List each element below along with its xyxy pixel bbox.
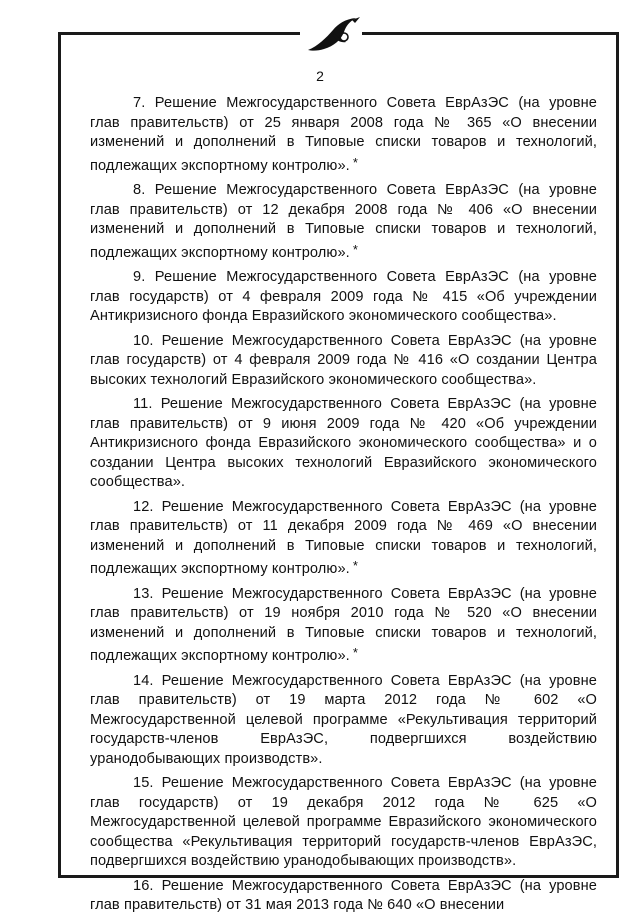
footnote-mark: * xyxy=(352,154,359,170)
list-item xyxy=(90,498,597,580)
list-item xyxy=(90,332,597,391)
footnote-mark: * xyxy=(352,241,359,257)
list-item xyxy=(90,268,597,327)
item-text: 8. Решение Межгосударственного Совета ЕврАзЭС (на уровне глав правительств) от 12 декабря 2008 года № 406 «О внесении изменений и дополнений в Типовые списки товаров и технологий, подлежащих экспортному контролю». xyxy=(90,182,597,261)
footnote-mark: * xyxy=(352,558,359,573)
item-text: 7. Решение Межгосударственного Совета ЕврАзЭС (на уровне глав правительств) от 25 января 2008 года № 365 «О внесении изменений и дополнений в Типовые списки товаров и технологий, подлежащих экспортному контролю». xyxy=(90,95,597,174)
footnote-mark: * xyxy=(352,645,359,660)
page-number: 2 xyxy=(316,68,324,84)
list-item xyxy=(90,585,597,667)
list-item xyxy=(90,877,597,916)
list-item xyxy=(90,395,597,493)
bird-logo-icon xyxy=(300,16,362,56)
list-item xyxy=(90,672,597,770)
item-text: 10. Решение Межгосударственного Совета ЕврАзЭС (на уровне глав государств) от 4 февраля 2009 года № 416 «О создании Центра высоких технологий Евразийского экономического сообщества». xyxy=(90,332,597,388)
item-text: 15. Решение Межгосударственного Совета ЕврАзЭС (на уровне глав государств) от 19 декабря 2012 года № 625 «О Межгосударственной целевой программе Евразийского экономического сообщества «Рекультивация территорий государств-членов ЕврАзЭС, подвергшихся воздействию уранодобывающих производств». xyxy=(90,775,597,869)
item-text: 11. Решение Межгосударственного Совета ЕврАзЭС (на уровне глав правительств) от 9 июня 2009 года № 420 «Об учреждении Антикризисного фонда Евразийского экономического сообщества» и о создании Центра высоких технологий Евразийского экономического сообщества». xyxy=(90,396,597,490)
item-text: 13. Решение Межгосударственного Совета ЕврАзЭС (на уровне глав правительств) от 19 ноября 2010 года № 520 «О внесении изменений и дополнений в Типовые списки товаров и технологий, подлежащих экспортному контролю». xyxy=(90,585,597,664)
list-item xyxy=(90,774,597,872)
item-text: 9. Решение Межгосударственного Совета ЕврАзЭС (на уровне глав государств) от 4 февраля 2009 года № 415 «Об учреждении Антикризисного фонда Евразийского экономического сообщества». xyxy=(90,269,597,324)
item-text: 14. Решение Межгосударственного Совета ЕврАзЭС (на уровне глав правительств) от 19 марта 2012 года № 602 «О Межгосударственной целевой программе «Рекультивация территорий государств-членов ЕврАзЭС, подвергшихся воздействию уранодобывающих производств». xyxy=(90,672,597,767)
item-text: 16. Решение Межгосударственного Совета ЕврАзЭС (на уровне глав правительств) от 31 мая 2013 года № 640 «О внесении xyxy=(90,877,597,913)
list-item xyxy=(90,181,597,263)
document-body xyxy=(90,94,597,921)
item-text: 12. Решение Межгосударственного Совета ЕврАзЭС (на уровне глав правительств) от 11 декабря 2009 года № 469 «О внесении изменений и дополнений в Типовые списки товаров и технологий, подлежащих экспортному контролю». xyxy=(90,498,597,577)
list-item xyxy=(90,94,597,176)
